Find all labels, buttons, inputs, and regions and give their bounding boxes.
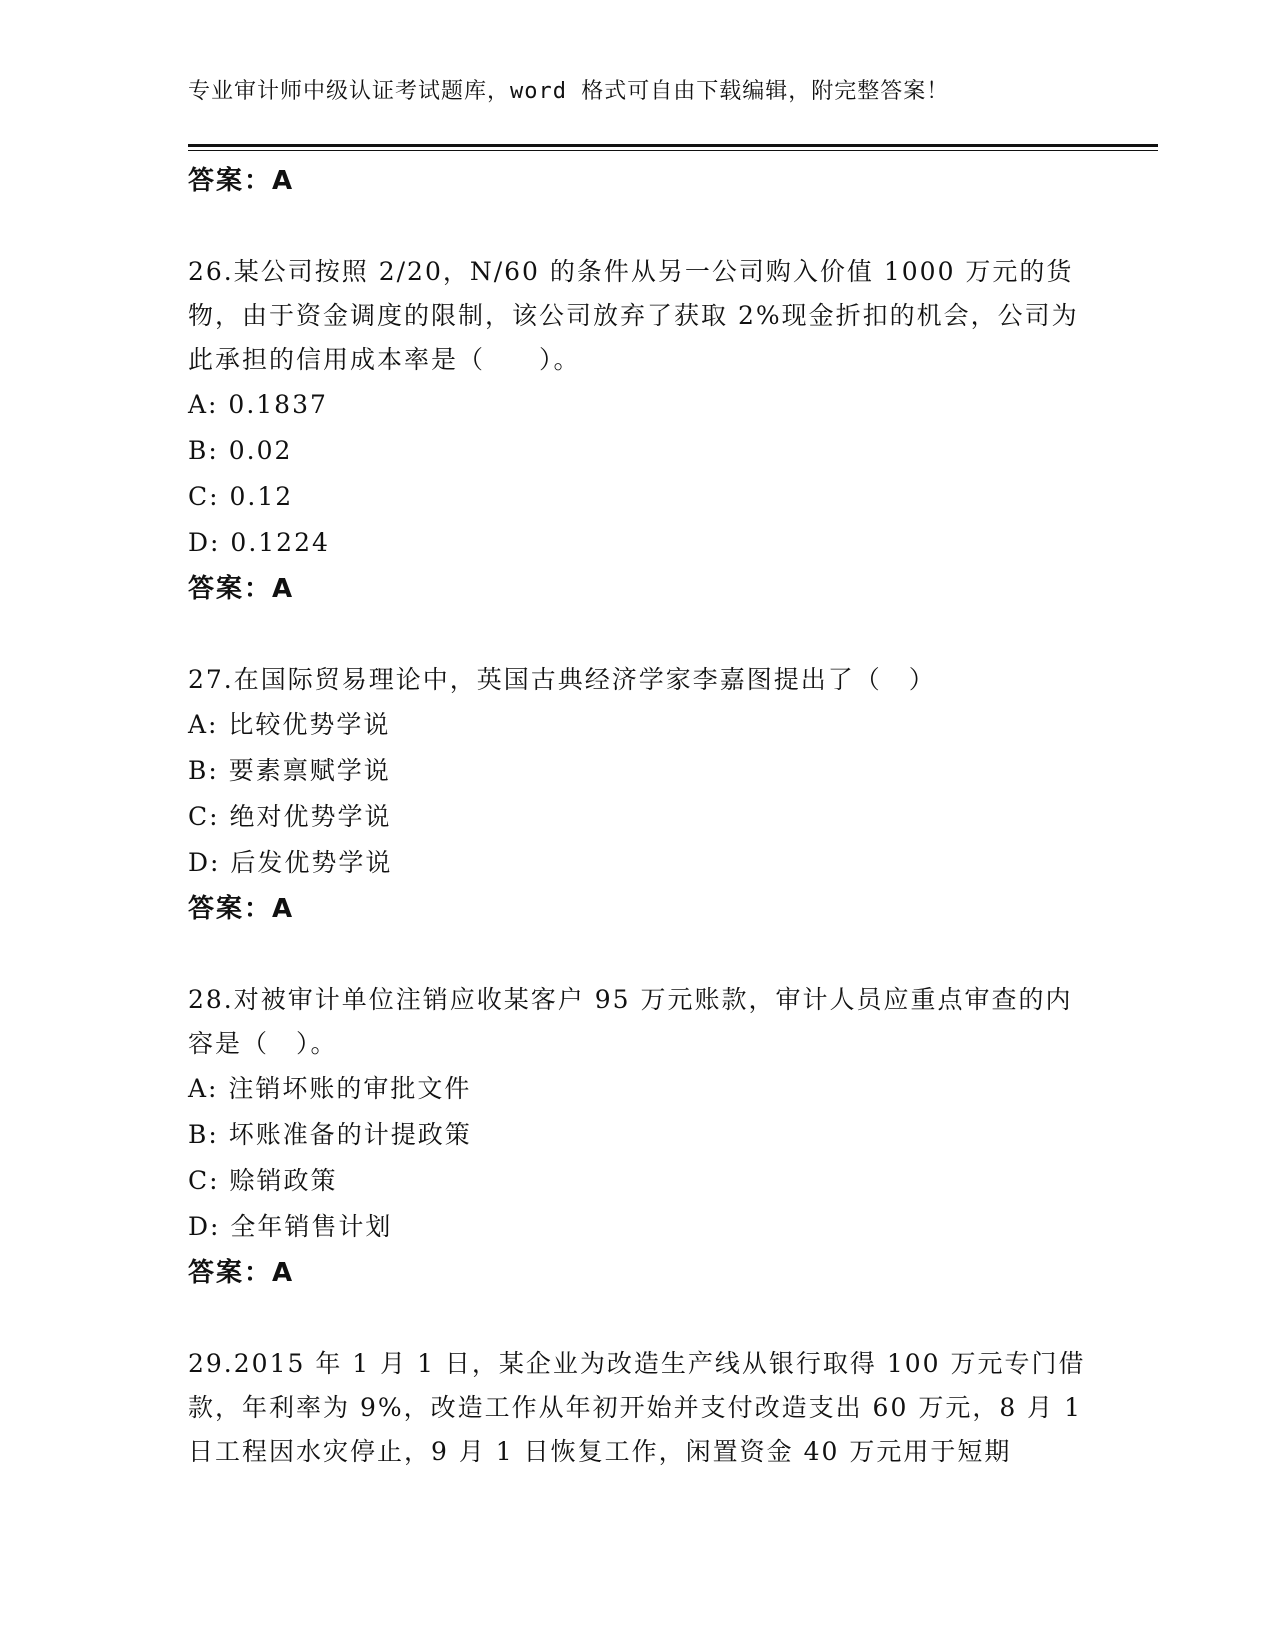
answer: 答案：A [188,894,295,924]
option-b: B: 要素禀赋学说 [188,756,391,785]
option-a: A: 0.1837 [188,390,328,419]
option-d: D: 0.1224 [188,528,330,557]
option-a: A: 比较优势学说 [188,710,391,739]
question-26 [188,250,1088,612]
answer: 答案：A [188,574,295,604]
question-stem: 26.某公司按照 2/20，N/60 的条件从另一公司购入价值 1000 万元的货物，由于资金调度的限制，该公司放弃了获取 2%现金折扣的机会，公司为此承担的信用成本率是（ ）。 [188,257,1079,374]
question-27 [188,658,1088,932]
previous-answer: 答案：A [188,166,295,196]
option-b: B: 0.02 [188,436,293,465]
option-c: C: 赊销政策 [188,1166,338,1195]
option-d: D: 后发优势学说 [188,848,393,877]
header-rule-thin [188,150,1158,151]
question-stem: 29.2015 年 1 月 1 日，某企业为改造生产线从银行取得 100 万元专门借款，年利率为 9%，改造工作从年初开始并支付改造支出 60 万元，8 月 1 日工程因水灾停止，9 月 1 日恢复工作，闲置资金 40 万元用于短期 [188,1349,1086,1466]
page-header: 专业审计师中级认证考试题库，word 格式可自由下载编辑，附完整答案！ [188,79,950,104]
document-body [188,158,1088,1474]
option-b: B: 坏账准备的计提政策 [188,1120,472,1149]
option-c: C: 0.12 [188,482,294,511]
option-d: D: 全年销售计划 [188,1212,393,1241]
question-stem: 28.对被审计单位注销应收某客户 95 万元账款，审计人员应重点审查的内容是（ ）。 [188,985,1073,1058]
question-stem: 27.在国际贸易理论中，英国古典经济学家李嘉图提出了（ ） [188,665,936,694]
question-28 [188,978,1088,1296]
option-a: A: 注销坏账的审批文件 [188,1074,472,1103]
option-c: C: 绝对优势学说 [188,802,392,831]
question-29 [188,1342,1088,1474]
header-rule-thick [188,144,1158,147]
answer: 答案：A [188,1258,295,1288]
